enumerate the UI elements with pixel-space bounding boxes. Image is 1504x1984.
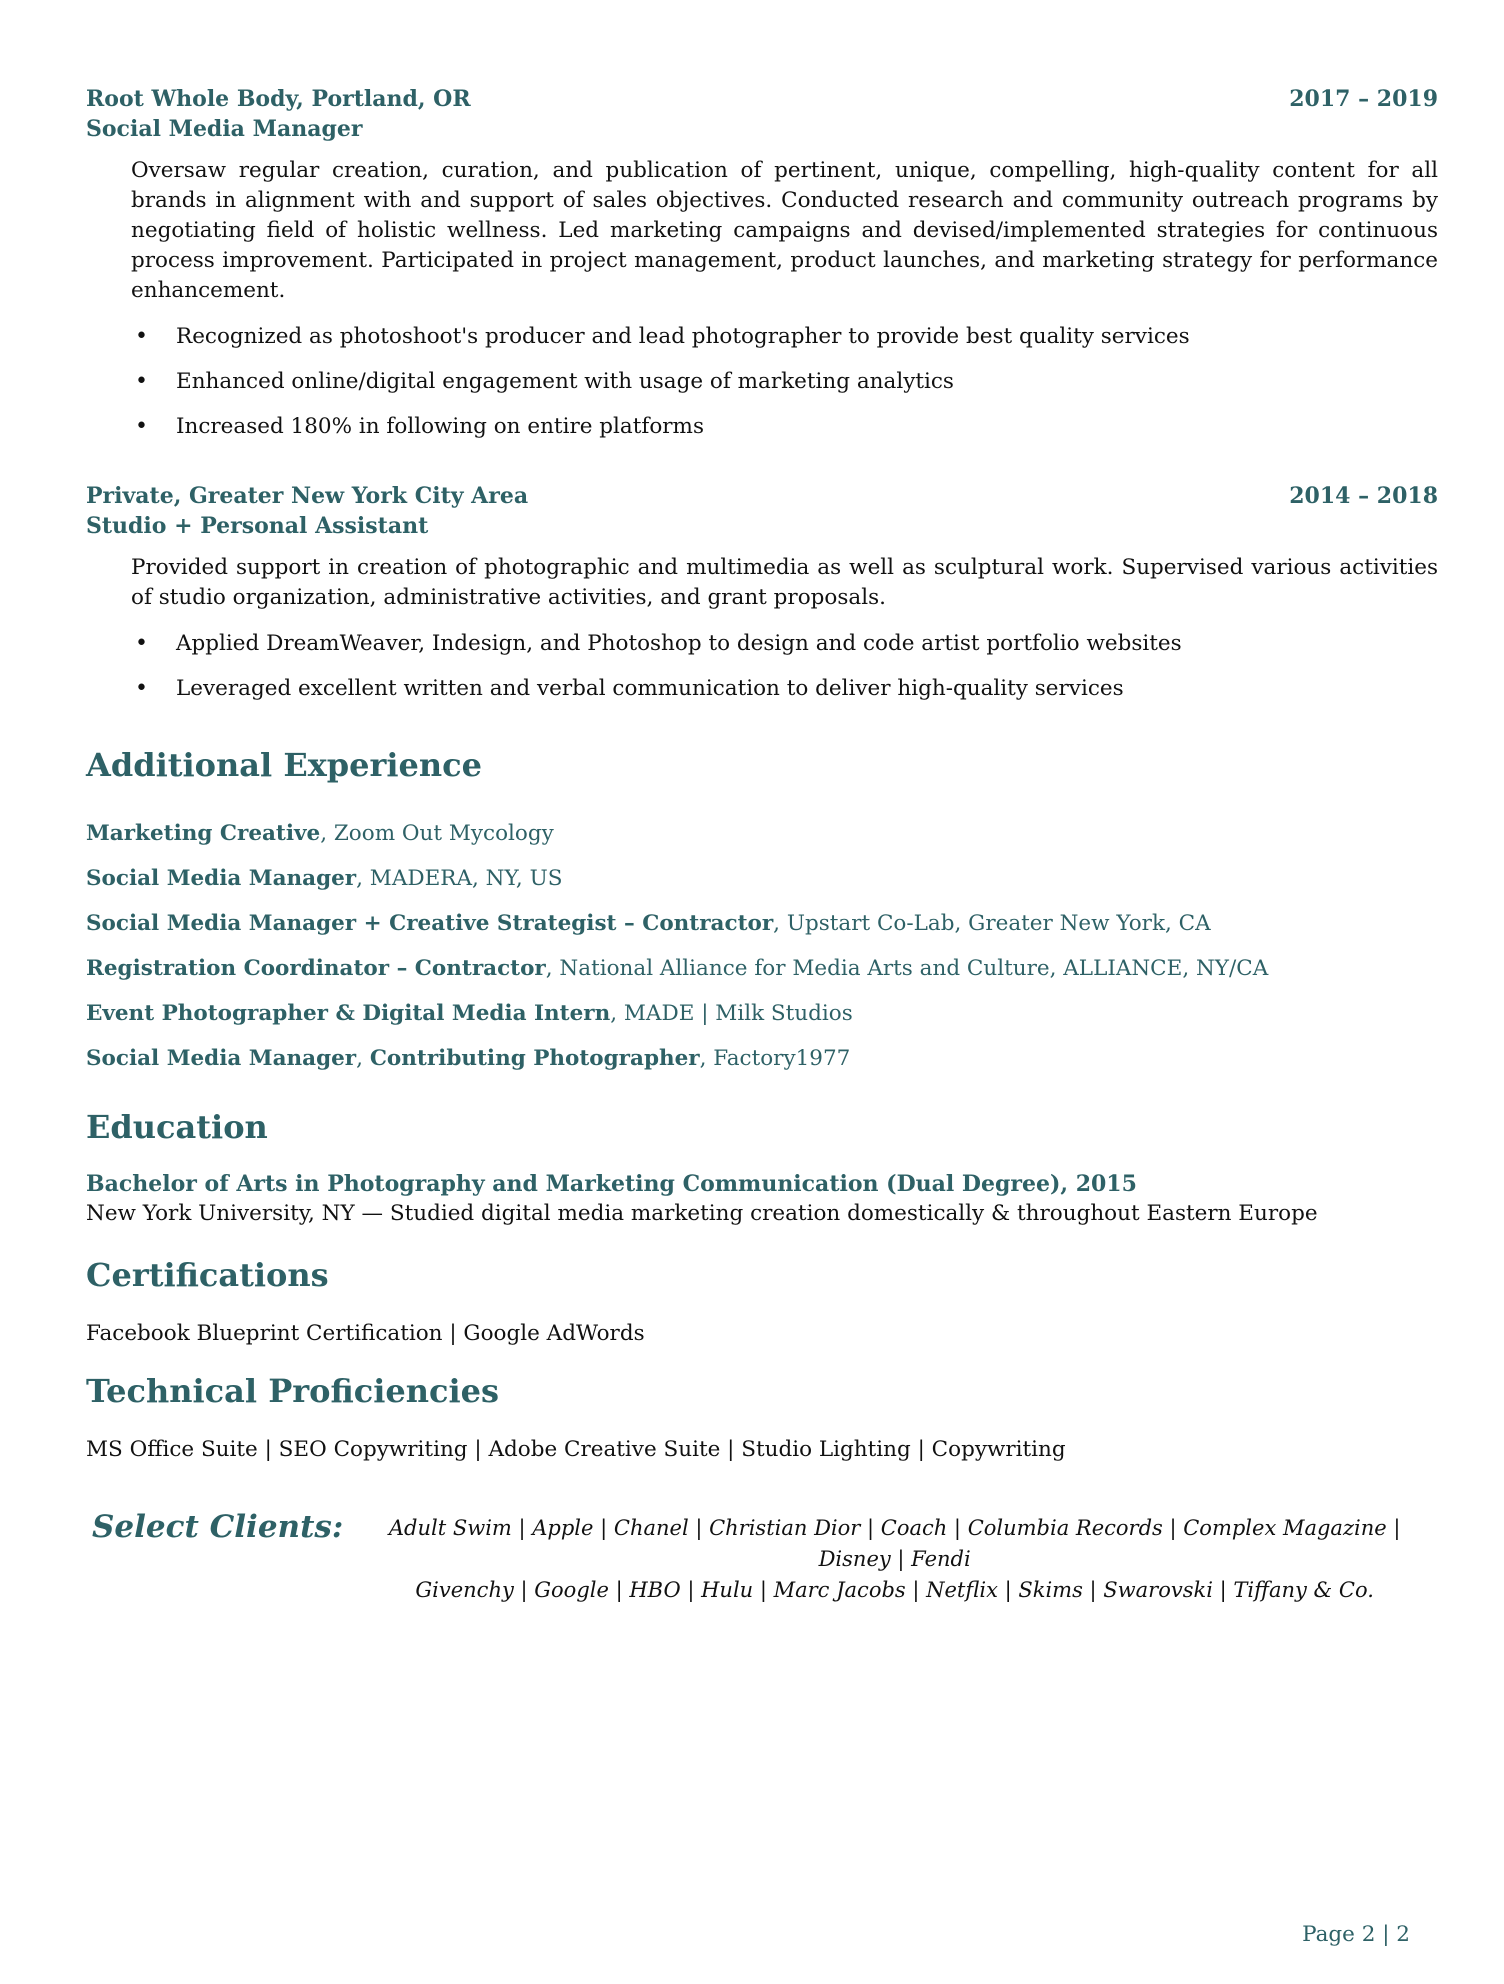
job-bullets xyxy=(131,314,1438,449)
additional-experience-item xyxy=(86,1036,1438,1081)
job-bullets xyxy=(131,621,1438,711)
job-title: Studio + Personal Assistant xyxy=(86,513,429,539)
experience-org: , Zoom Out Mycology xyxy=(320,821,554,846)
experience-role: Social Media Manager xyxy=(86,1046,357,1071)
job-entry xyxy=(86,84,1438,449)
experience-role: Event Photographer & Digital Media Intern xyxy=(86,1001,611,1026)
technical-section xyxy=(86,1371,1438,1465)
bullet-icon: • xyxy=(135,414,148,439)
additional-experience-item xyxy=(86,811,1438,856)
bullet-item xyxy=(131,666,1438,711)
clients-list xyxy=(351,1509,1438,1606)
job-description: Provided support in creation of photographic and multimedia as well as sculptural work. Supervised various activities of studio organization, administrative activities, and grant proposals. xyxy=(131,555,1438,610)
section-heading: Education xyxy=(86,1108,268,1146)
job-company: Private, Greater New York City Area xyxy=(86,483,529,509)
job-dates: 2014 – 2018 xyxy=(1289,483,1438,509)
experience-role-secondary: Contributing Photographer xyxy=(369,1046,700,1071)
bullet-text: Increased 180% in following on entire platforms xyxy=(176,414,704,439)
bullet-icon: • xyxy=(135,676,148,701)
additional-experience-section xyxy=(86,745,1438,1081)
experience-org: , National Alliance for Media Arts and Culture, ALLIANCE, NY/CA xyxy=(545,956,1269,981)
section-heading: Certifications xyxy=(86,1256,329,1294)
bullet-text: Leveraged excellent written and verbal communication to deliver high-quality services xyxy=(176,676,1124,701)
experience-org: , MADERA, NY, US xyxy=(356,866,563,891)
experience-separator: , xyxy=(356,1046,370,1071)
experience-role: Registration Coordinator – Contractor xyxy=(86,956,546,981)
education-section xyxy=(86,1107,1438,1229)
section-heading: Additional Experience xyxy=(86,746,482,784)
certifications-section xyxy=(86,1255,1438,1349)
additional-experience-item xyxy=(86,856,1438,901)
experience-org: , Upstart Co-Lab, Greater New York, CA xyxy=(773,911,1211,936)
education-school: New York University, NY — Studied digital media marketing creation domestically & throughout Eastern Europe xyxy=(86,1201,1318,1226)
job-header xyxy=(86,84,1438,114)
experience-role: Marketing Creative xyxy=(86,821,321,846)
bullet-icon: • xyxy=(135,369,148,394)
job-entry xyxy=(86,481,1438,711)
bullet-text: Enhanced online/digital engagement with usage of marketing analytics xyxy=(176,369,954,394)
bullet-text: Applied DreamWeaver, Indesign, and Photoshop to design and code artist portfolio websites xyxy=(176,631,1182,656)
section-heading: Technical Proficiencies xyxy=(86,1372,499,1410)
bullet-icon: • xyxy=(135,324,148,349)
job-company: Root Whole Body, Portland, OR xyxy=(86,86,471,112)
additional-experience-item xyxy=(86,901,1438,946)
experience-role: Social Media Manager xyxy=(86,866,357,891)
experience-org: , Factory1977 xyxy=(699,1046,851,1071)
bullet-text: Recognized as photoshoot's producer and lead photographer to provide best quality services xyxy=(176,324,1190,349)
experience-role: Social Media Manager + Creative Strategist – Contractor xyxy=(86,911,774,936)
bullet-item xyxy=(131,359,1438,404)
job-header xyxy=(86,481,1438,511)
additional-experience-list xyxy=(86,811,1438,1081)
additional-experience-item xyxy=(86,991,1438,1036)
select-clients xyxy=(86,1509,1438,1606)
clients-line: Adult Swim | Apple | Chanel | Christian Dior | Coach | Columbia Records | Complex Magazine | Disney | Fendi xyxy=(388,1516,1401,1571)
technical-text: MS Office Suite | SEO Copywriting | Adobe Creative Suite | Studio Lighting | Copywriting xyxy=(86,1437,1066,1462)
clients-line: Givenchy | Google | HBO | Hulu | Marc Jacobs | Netflix | Skims | Swarovski | Tiffany & Co. xyxy=(415,1578,1374,1602)
job-description: Oversaw regular creation, curation, and publication of pertinent, unique, compelling, high-quality content for all brands in alignment with and support of sales objectives. Conducted research and community outreach programs by negotiating field of holistic wellness. Led marketing campaigns and devised/implemented strategies for continuous process improvement. Participated in project management, product launches, and marketing strategy for performance enhancement. xyxy=(131,158,1438,303)
page-number: Page 2 | 2 xyxy=(1302,1922,1410,1947)
bullet-item xyxy=(131,404,1438,449)
bullet-item xyxy=(131,621,1438,666)
bullet-icon: • xyxy=(135,631,148,656)
resume-page xyxy=(86,84,1438,1606)
clients-label: Select Clients: xyxy=(92,1509,344,1545)
certifications-text: Facebook Blueprint Certification | Google AdWords xyxy=(86,1321,645,1346)
job-dates: 2017 – 2019 xyxy=(1289,86,1438,112)
experience-org: , MADE | Milk Studios xyxy=(610,1001,853,1026)
additional-experience-item xyxy=(86,946,1438,991)
bullet-item xyxy=(131,314,1438,359)
job-title: Social Media Manager xyxy=(86,116,363,142)
education-degree: Bachelor of Arts in Photography and Marketing Communication (Dual Degree), 2015 xyxy=(86,1171,1137,1197)
